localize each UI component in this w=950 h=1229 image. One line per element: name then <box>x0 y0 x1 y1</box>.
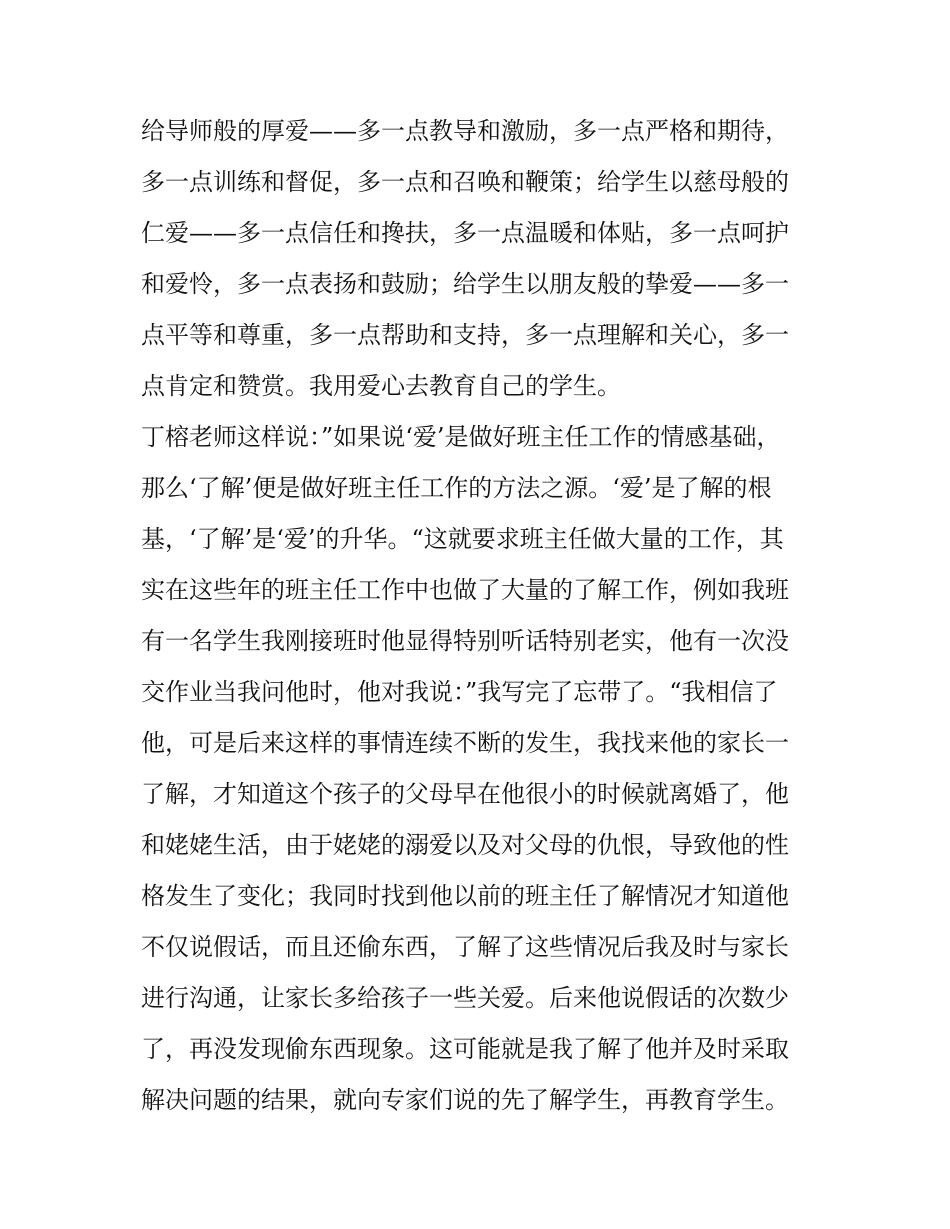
text-line: 仁爱——多一点信任和搀扶，多一点温暖和体贴，多一点呵护 <box>141 219 789 247</box>
text-line: 格发生了变化；我同时找到他以前的班主任了解情况才知道他 <box>141 882 789 910</box>
text-line: 交作业当我问他时，他对我说：”我写完了忘带了。“我相信了 <box>141 678 778 706</box>
text-line: 丁榕老师这样说：”如果说‘爱’是做好班主任工作的情感基础， <box>141 423 781 451</box>
text-line: 那么‘了解’便是做好班主任工作的方法之源。‘爱’是了解的根 <box>141 474 772 502</box>
text-line: 不仅说假话，而且还偷东西，了解了这些情况后我及时与家长 <box>141 933 789 961</box>
text-line: 基，‘了解’是‘爱’的升华。“这就要求班主任做大量的工作，其 <box>141 525 784 553</box>
text-line: 给导师般的厚爱——多一点教导和激励，多一点严格和期待， <box>141 117 789 145</box>
text-line: 了解，才知道这个孩子的父母早在他很小的时候就离婚了，他 <box>141 780 789 808</box>
text-line: 实在这些年的班主任工作中也做了大量的了解工作，例如我班 <box>141 576 789 604</box>
body-text <box>141 106 821 1126</box>
text-line: 点平等和尊重，多一点帮助和支持，多一点理解和关心，多一 <box>141 321 789 349</box>
text-line: 解决问题的结果，就向专家们说的先了解学生，再教育学生。 <box>141 1086 789 1114</box>
text-line: 他，可是后来这样的事情连续不断的发生，我找来他的家长一 <box>141 729 789 757</box>
text-line: 和爱怜，多一点表扬和鼓励；给学生以朋友般的挚爱——多一 <box>141 270 789 298</box>
text-line: 点肯定和赞赏。我用爱心去教育自己的学生。 <box>141 372 621 400</box>
text-line: 多一点训练和督促，多一点和召唤和鞭策；给学生以慈母般的 <box>141 168 789 196</box>
text-line: 进行沟通，让家长多给孩子一些关爱。后来他说假话的次数少 <box>141 984 789 1012</box>
text-line: 了，再没发现偷东西现象。这可能就是我了解了他并及时采取 <box>141 1035 789 1063</box>
text-line: 有一名学生我刚接班时他显得特别听话特别老实，他有一次没 <box>141 627 789 655</box>
text-line: 和姥姥生活，由于姥姥的溺爱以及对父母的仇恨，导致他的性 <box>141 831 789 859</box>
